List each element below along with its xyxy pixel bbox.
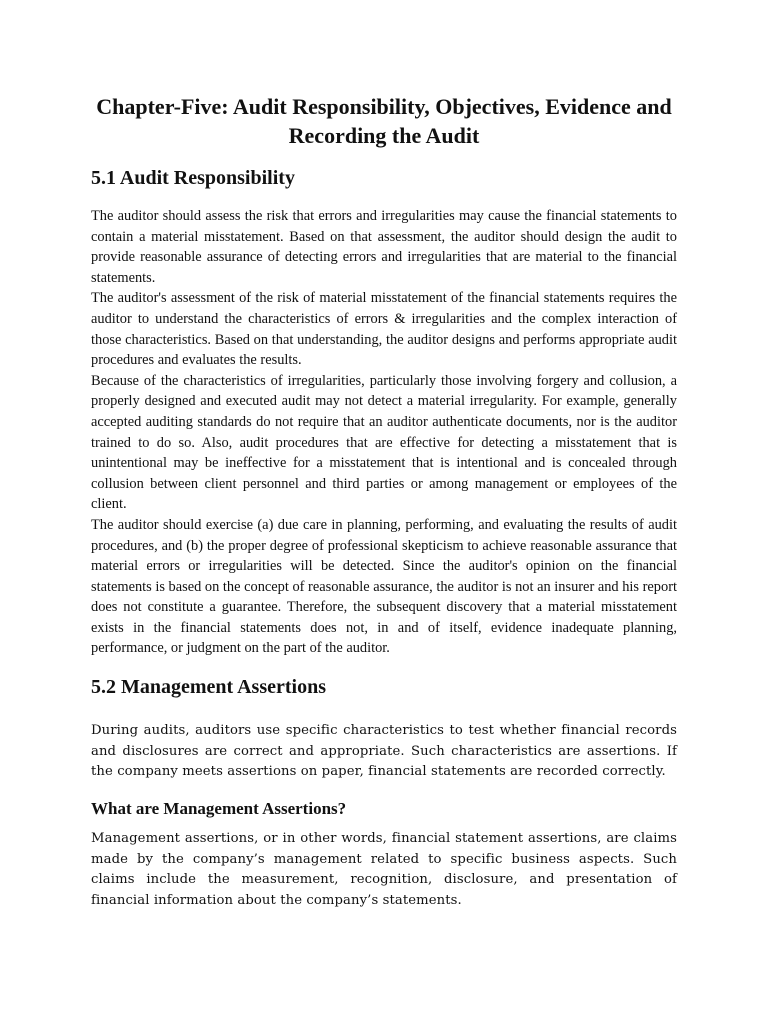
section-heading-audit-responsibility: 5.1 Audit Responsibility xyxy=(91,167,295,189)
paragraph: Management assertions, or in other words, financial statement assertions, are claims made by the company’s management related to specific business aspects. Such claims include the measurement, recognition, disclosure, and presentation of financial information about the company’s statements. xyxy=(91,831,677,909)
paragraph: Because of the characteristics of irregularities, particularly those involving forgery and collusion, a properly designed and executed audit may not detect a material irregularity. For example, generally accepted auditing standards do not require that an auditor authenticate documents, nor is the auditor trained to do so. Also, audit procedures that are effective for detecting a misstatement that is unintentional may be ineffective for a misstatement that is intentional and is concealed through collusion between client personnel and third parties or among management or employees of the client. xyxy=(91,372,677,513)
paragraph: The auditor should exercise (a) due care in planning, performing, and evaluating the results of audit procedures, and (b) the proper degree of professional skepticism to achieve reasonable assurance that material errors or irregularities will be detected. Since the auditor's opinion on the financial statements is based on the concept of reasonable assurance, the auditor is not an insurer and his report does not constitute a guarantee. Therefore, the subsequent discovery that a material misstatement exists in the financial statements does not, in and of itself, evidence inadequate planning, performance, or judgment on the part of the auditor. xyxy=(91,516,677,657)
management-assertions-intro xyxy=(91,721,677,783)
subheading-what-are-management-assertions: What are Management Assertions? xyxy=(91,799,347,818)
section-heading-management-assertions: 5.2 Management Assertions xyxy=(91,676,326,698)
paragraph: The auditor should assess the risk that errors and irregularities may cause the financial statements to contain a material misstatement. Based on that assessment, the auditor should design the audit to provide reasonable assurance of detecting errors and irregularities that are material to the financial statements. xyxy=(91,208,677,286)
chapter-title: Chapter-Five: Audit Responsibility, Objectives, Evidence and Recording the Audit xyxy=(96,94,672,148)
audit-responsibility-body xyxy=(91,206,677,659)
management-assertions-definition xyxy=(91,829,677,912)
paragraph: During audits, auditors use specific characteristics to test whether financial records and disclosures are correct and appropriate. Such characteristics are assertions. If the company meets assertions on paper, financial statements are recorded correctly. xyxy=(91,723,677,780)
paragraph: The auditor's assessment of the risk of material misstatement of the financial statements requires the auditor to understand the characteristics of errors & irregularities and the complex interaction of those characteristics. Based on that understanding, the auditor designs and performs appropriate audit procedures and evaluates the results. xyxy=(91,290,677,369)
